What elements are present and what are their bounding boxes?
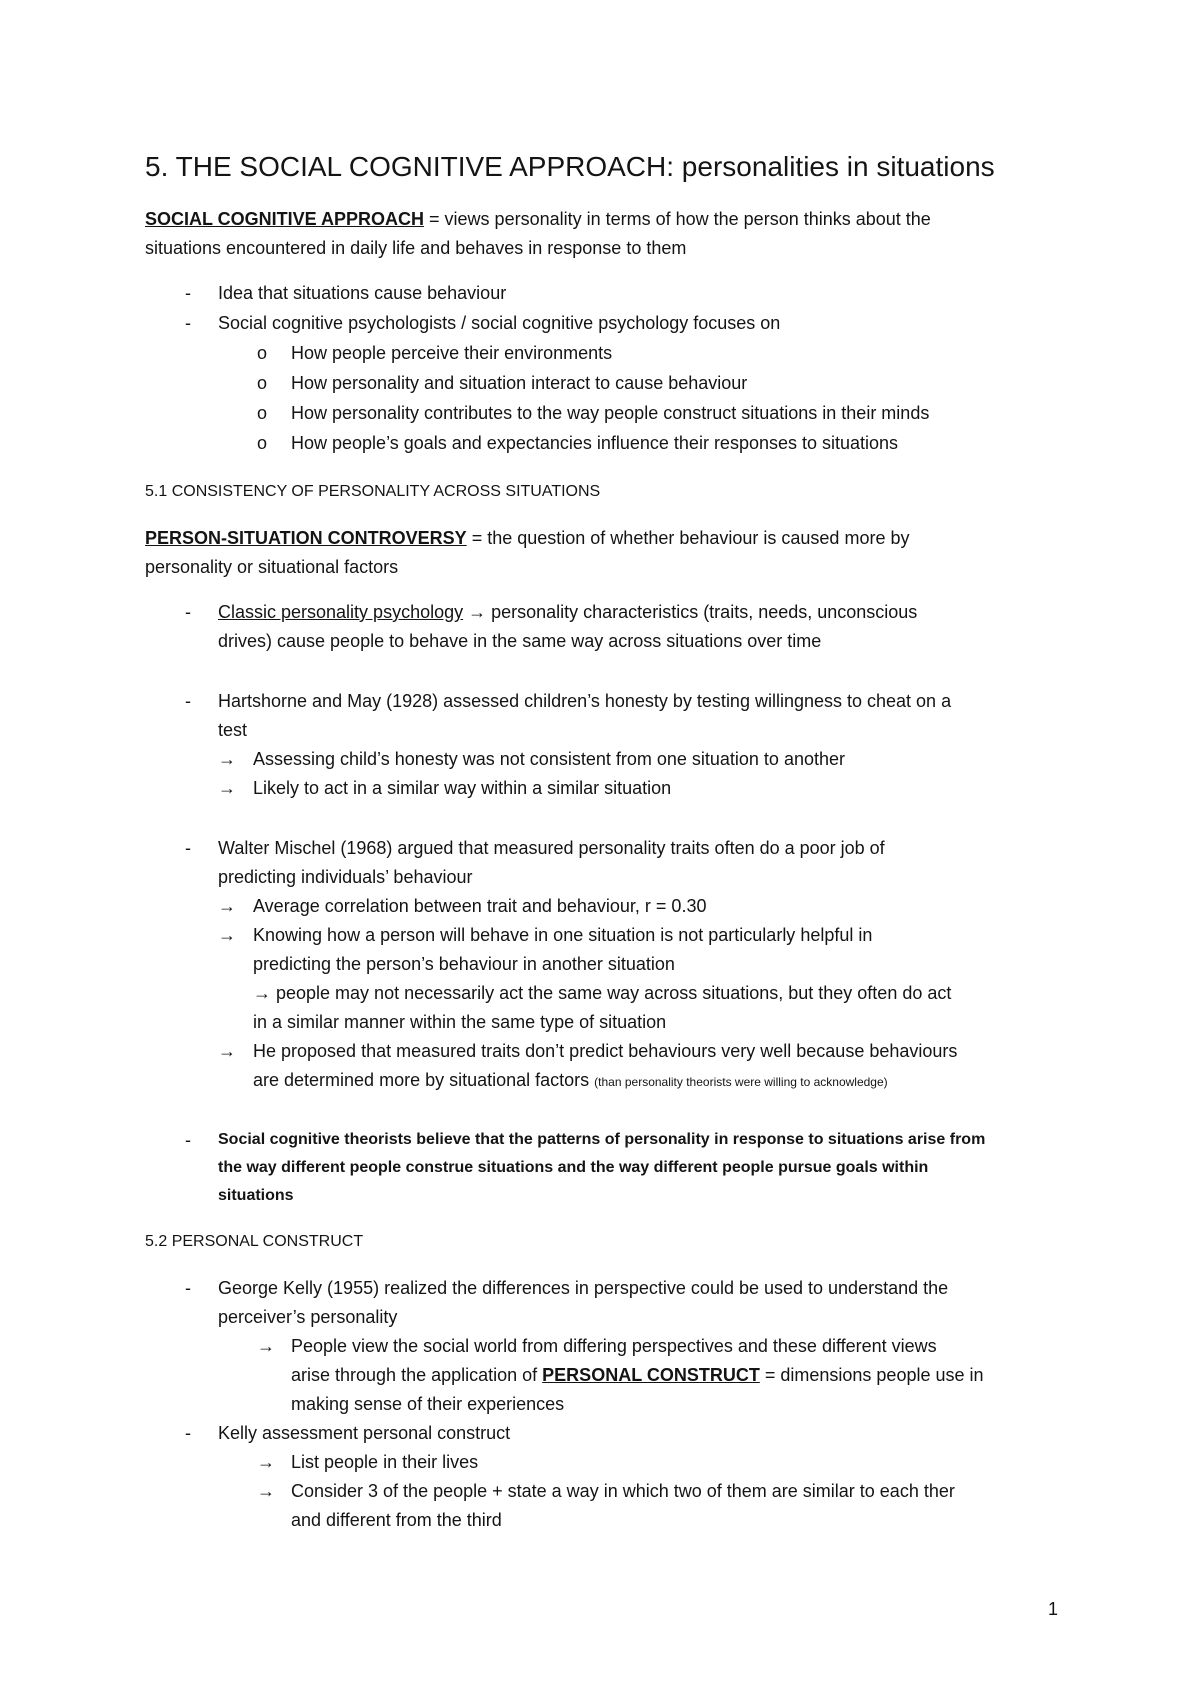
hartshorne-arrow-item: Assessing child’s honesty was not consistent from one situation to another	[253, 749, 845, 769]
arrow-icon: →	[218, 896, 236, 916]
circle-bullet-icon: o	[257, 433, 268, 453]
mischel-arrow-item: He proposed that measured traits don’t predict behaviours very well because behaviours	[253, 1041, 958, 1061]
circle-bullet-icon: o	[257, 343, 268, 363]
personal-construct-term: PERSONAL CONSTRUCT	[542, 1365, 760, 1385]
assessment-arrow-item-continuation: and different from the third	[291, 1510, 502, 1530]
arrow-icon: →	[218, 1041, 236, 1061]
arrow-icon: →	[257, 1336, 275, 1356]
dash-marker: -	[185, 838, 191, 858]
classic-personality-line-2: drives) cause people to behave in the same way across situations over time	[218, 631, 822, 651]
bold-statement-line-2: the way different people construe situations and the way different people pursue goals within	[218, 1159, 929, 1176]
arrow-icon: →	[257, 1481, 275, 1501]
mischel-arrow-item-continuation	[253, 1069, 888, 1093]
dash-marker: -	[185, 313, 191, 333]
dash-marker: -	[185, 1423, 191, 1443]
list-item: Social cognitive psychologists / social cognitive psychology focuses on	[218, 313, 781, 333]
arrow-icon: →	[218, 925, 236, 945]
sub-list-item: How personality and situation interact to cause behaviour	[291, 373, 748, 393]
arrow-icon: →	[218, 749, 236, 769]
controversy-definition-line-2: personality or situational factors	[145, 557, 399, 577]
person-situation-controversy-term: PERSON-SITUATION CONTROVERSY	[145, 528, 467, 548]
mischel-line-1: Walter Mischel (1968) argued that measured personality traits often do a poor job of	[218, 838, 885, 858]
hartshorne-arrow-item: Likely to act in a similar way within a similar situation	[253, 778, 672, 798]
intro-definition-line-1	[145, 208, 931, 230]
page-title: 5. THE SOCIAL COGNITIVE APPROACH: personalities in situations	[145, 151, 995, 182]
intro-definition-text: = views personality in terms of how the person thinks about the	[424, 209, 931, 229]
hartshorne-line-2: test	[218, 720, 248, 740]
section-heading-5-2: 5.2 PERSONAL CONSTRUCT	[145, 1233, 364, 1250]
dash-marker: -	[185, 691, 191, 711]
assessment-arrow-item: List people in their lives	[291, 1452, 479, 1472]
classic-personality-text: → personality characteristics (traits, needs, unconscious	[463, 602, 918, 622]
arrow-icon: →	[218, 778, 236, 798]
application-text: arise through the application of	[291, 1365, 543, 1385]
classic-personality-term: Classic personality psychology	[218, 602, 464, 622]
dash-marker: -	[185, 1278, 191, 1298]
mischel-arrow-item-continuation: in a similar manner within the same type of situation	[253, 1012, 667, 1032]
sub-list-item: How people’s goals and expectancies influence their responses to situations	[291, 433, 899, 453]
page-number: 1	[1048, 1599, 1059, 1619]
bold-statement-line-3: situations	[218, 1187, 294, 1204]
mischel-arrow-item: Average correlation between trait and behaviour, r = 0.30	[253, 896, 707, 916]
dash-marker: -	[185, 1130, 191, 1150]
kelly-arrow-item-continuation: making sense of their experiences	[291, 1394, 565, 1414]
social-cognitive-approach-term: SOCIAL COGNITIVE APPROACH	[145, 209, 425, 229]
section-heading-5-1: 5.1 CONSISTENCY OF PERSONALITY ACROSS SITUATIONS	[145, 483, 601, 500]
hartshorne-line-1: Hartshorne and May (1928) assessed children’s honesty by testing willingness to cheat on a	[218, 691, 952, 711]
mischel-arrow-item-continuation: predicting the person’s behaviour in another situation	[253, 954, 675, 974]
kelly-assessment-line: Kelly assessment personal construct	[218, 1423, 511, 1443]
kelly-line-2: perceiver’s personality	[218, 1307, 398, 1327]
circle-bullet-icon: o	[257, 403, 268, 423]
sub-list-item: How people perceive their environments	[291, 343, 613, 363]
assessment-arrow-item: Consider 3 of the people + state a way in which two of them are similar to each ther	[291, 1481, 955, 1501]
personal-construct-definition: = dimensions people use in	[759, 1365, 984, 1385]
arrow-icon: →	[257, 1452, 275, 1472]
sub-list-item: How personality contributes to the way people construct situations in their minds	[291, 403, 930, 423]
intro-definition-line-2: situations encountered in daily life and behaves in response to them	[145, 238, 687, 258]
mischel-line-2: predicting individuals’ behaviour	[218, 867, 473, 887]
kelly-line-1: George Kelly (1955) realized the differences in perspective could be used to understand the	[218, 1278, 949, 1298]
dash-marker: -	[185, 602, 191, 622]
circle-bullet-icon: o	[257, 373, 268, 393]
mischel-arrow-item-continuation: → people may not necessarily act the same way across situations, but they often do act	[253, 983, 952, 1003]
list-item: Idea that situations cause behaviour	[218, 283, 507, 303]
mischel-arrow-item: Knowing how a person will behave in one situation is not particularly helpful in	[253, 925, 873, 945]
controversy-definition-line-1	[145, 527, 909, 549]
controversy-definition-text: = the question of whether behaviour is caused more by	[466, 528, 910, 548]
kelly-arrow-item: People view the social world from differing perspectives and these different views	[291, 1336, 937, 1356]
classic-personality-line-1	[218, 601, 917, 623]
bold-statement-line-1: Social cognitive theorists believe that the patterns of personality in response to situations arise from	[218, 1131, 986, 1148]
dash-marker: -	[185, 283, 191, 303]
small-note: (than personality theorists were willing to acknowledge)	[594, 1075, 888, 1089]
kelly-arrow-item-continuation	[291, 1364, 984, 1386]
situational-factors-text: are determined more by situational factors	[253, 1070, 595, 1090]
